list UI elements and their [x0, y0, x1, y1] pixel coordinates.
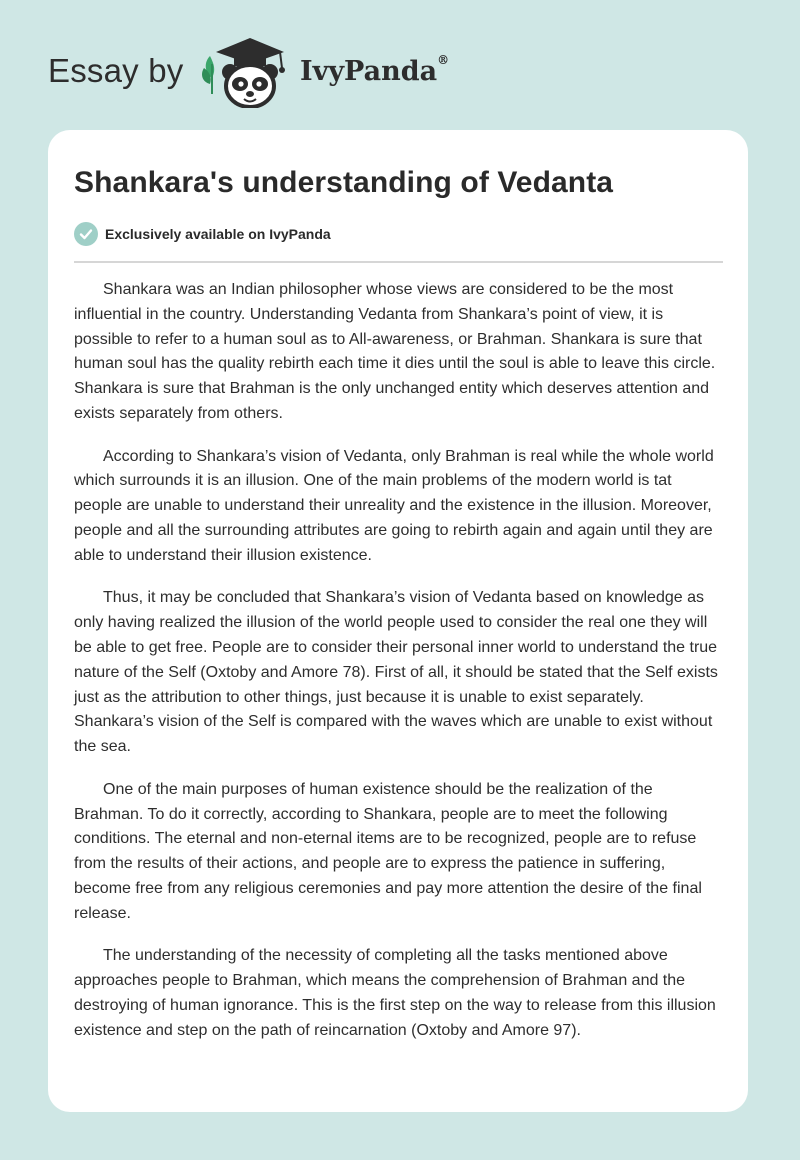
availability-text: Exclusively available on IvyPanda — [105, 226, 331, 242]
panda-graduate-logo-icon[interactable] — [198, 34, 292, 108]
essay-card — [48, 130, 748, 1112]
paragraph: Thus, it may be concluded that Shankara’s vision of Vedanta based on knowledge as only having realized the illusion of the world people used to consider the real one they will be able to get free. People are to consider their personal inner world to understand the true nature of the Self (Oxtoby and Amore 78). First of all, it should be stated that the Self exists just as the attribution to other things, just because it is unable to exist separately. Shankara’s vision of the Self is compared with the waves which are unable to exist without the sea. — [74, 589, 718, 756]
paragraph: One of the main purposes of human existence should be the realization of the Brahman. To do it correctly, according to Shankara, people are to meet the following conditions. The eternal and non-eternal items are to be recognized, people are to refuse from the results of their actions, and people are to express the patience in suffering, become free from any religious ceremonies and pay more attention the desire of the final release. — [74, 780, 702, 922]
essay-by-label: Essay by — [48, 52, 184, 89]
paragraph: According to Shankara’s vision of Vedanta, only Brahman is real while the whole world which surrounds it is an illusion. One of the main problems of the modern world is tat people are unable to understand their unreality and the existence in the illusion. Moreover, people and all the surrounding attributes are going to rebirth again and again until they are able to understand their illusion existence. — [74, 447, 714, 564]
paragraph: Shankara was an Indian philosopher whose views are considered to be the most influential in the country. Understanding Vedanta from Shankara’s point of view, it is possible to refer to a human soul as to All-awareness, or Brahman. Shankara is sure that human soul has the quality rebirth each time it dies until the soul is able to leave this circle. Shankara is sure that Brahman is the only unchanged entity which deserves attention and exists separately from others. — [74, 281, 716, 422]
paragraph: The understanding of the necessity of completing all the tasks mentioned above approaches people to Brahman, which means the comprehension of Brahman and the destroying of human ignorance. This is the first step on the way to release from this illusion existence and step on the path of reincarnation (Oxtoby and Amore 97). — [74, 947, 716, 1039]
check-circle-icon — [74, 222, 98, 246]
essay-body — [74, 278, 724, 1061]
brand-name-text: IvyPanda — [300, 56, 438, 87]
divider — [74, 261, 723, 263]
registered-mark: ® — [437, 53, 450, 67]
page-title: Shankara's understanding of Vedanta — [74, 166, 614, 199]
site-header — [0, 0, 800, 130]
availability-badge — [74, 222, 331, 246]
brand-name[interactable] — [300, 53, 450, 87]
